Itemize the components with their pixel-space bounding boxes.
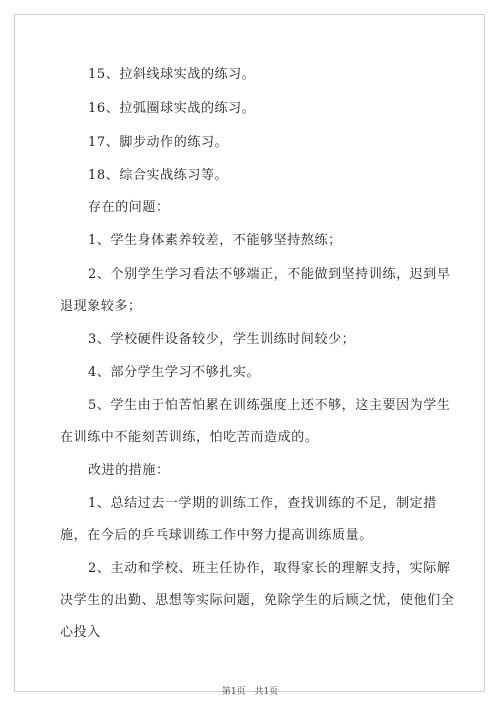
page-footer	[0, 684, 500, 697]
problem-item-3: 3、学校硬件设备较少，学生训练时间较少；	[88, 332, 356, 347]
section-heading-problems: 存在的问题：	[88, 200, 170, 215]
measure-item-1: 1、总结过去一学期的训练工作，查找训练的不足，制定措施，在今后的乒乓球训练工作中努力提高训练质量。	[60, 496, 437, 543]
paragraph-item-15: 15、拉斜线球实战的练习。	[88, 67, 256, 82]
paragraph-item-16: 16、拉弧圈球实战的练习。	[88, 101, 256, 116]
section-heading-measures: 改进的措施：	[88, 463, 170, 478]
measure-item-2: 2、主动和学校、班主任协作，取得家长的理解支持，实际解决学生的出勤、思想等实际问题，免除学生的后顾之忧，使他们全心投入	[60, 561, 455, 640]
paragraph-item-17: 17、脚步动作的练习。	[88, 135, 229, 150]
paragraph-item-18: 18、综合实战练习等。	[88, 168, 229, 183]
problem-item-5: 5、学生由于怕苦怕累在训练强度上还不够，这主要因为学生在训练中不能刻苦训练，怕吃苦而造成的。	[60, 398, 451, 445]
page-number-current: 第1页	[221, 687, 246, 697]
problem-item-2: 2、个别学生学习看法不够端正，不能做到坚持训练，迟到早退现象较多；	[60, 267, 451, 314]
problem-item-1: 1、学生身体素养较差，不能够坚持熬练；	[88, 233, 342, 248]
page-number-total: 共1页	[254, 687, 279, 697]
problem-item-4: 4、部分学生学习不够扎实。	[88, 365, 261, 380]
